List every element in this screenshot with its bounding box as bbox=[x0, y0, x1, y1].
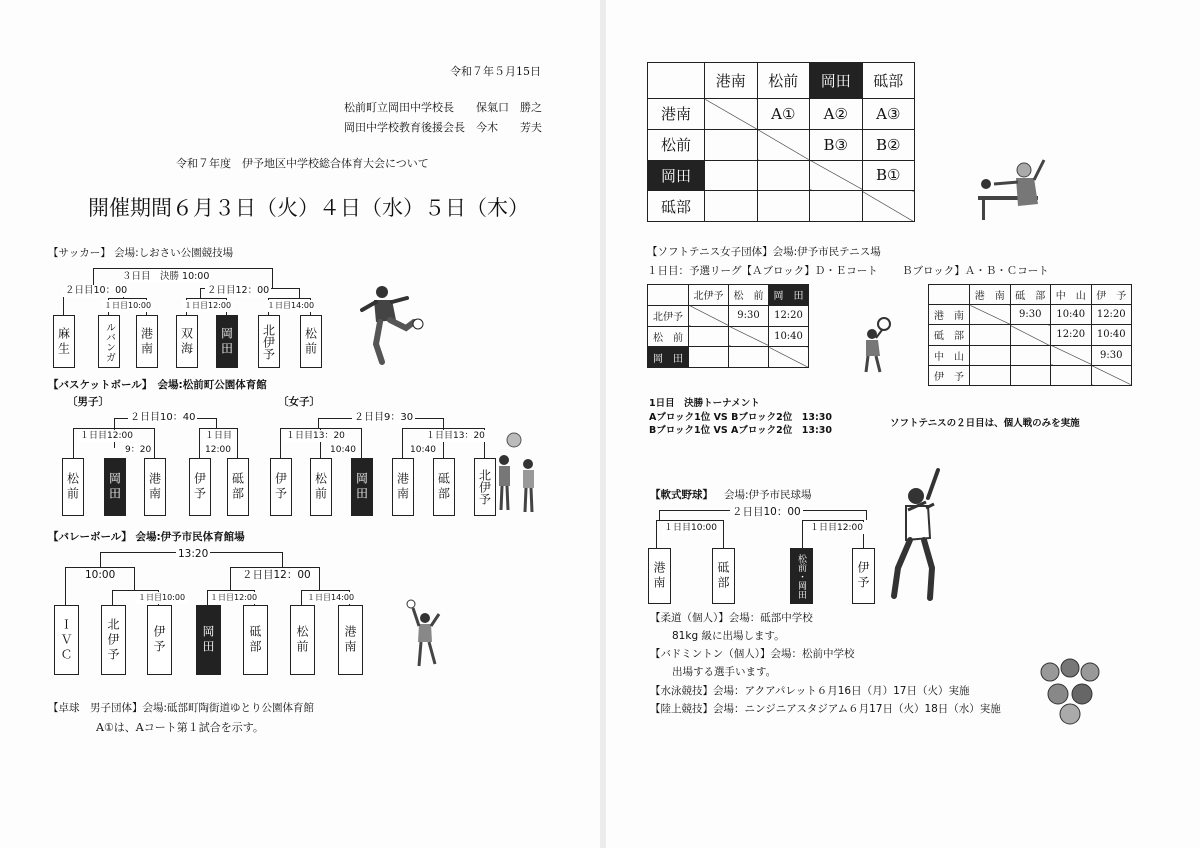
col-header: 伊 予 bbox=[1091, 285, 1132, 305]
basketball-heading: 【バスケットボール】 会場:松前町公園体育館 bbox=[48, 379, 267, 391]
girls-first2-time: １日目13：20 bbox=[426, 431, 485, 441]
cell-diagonal bbox=[689, 305, 729, 326]
basketball-boys-label: 〔男子〕 bbox=[67, 396, 109, 408]
cell-diagonal bbox=[862, 191, 915, 222]
baseball-team: 港南 bbox=[648, 548, 671, 604]
row-header: 砥部 bbox=[648, 191, 705, 222]
sender-association: 岡田中学校教育後援会長 今木 芳夫 bbox=[344, 121, 542, 134]
cell-diagonal bbox=[1051, 345, 1092, 365]
match-cell bbox=[729, 347, 769, 368]
boys-team: 港南 bbox=[144, 458, 166, 516]
baseball-first-a: １日目10:00 bbox=[664, 523, 717, 533]
baseball-venue: 会場:伊予市民球場 bbox=[724, 489, 812, 501]
baseball-heading: 【軟式野球】 bbox=[650, 489, 713, 501]
boys-first2-time: 12:00 bbox=[205, 445, 231, 455]
match-cell: 9:30 bbox=[729, 305, 769, 326]
match-cell bbox=[705, 191, 758, 222]
soccer-team: 松前 bbox=[300, 315, 322, 368]
baseball-team: 伊予 bbox=[852, 548, 875, 604]
cell-diagonal bbox=[1091, 365, 1132, 385]
soccer-team-okada: 岡田 bbox=[216, 315, 238, 368]
volleyball-team: ＩＶＣ bbox=[54, 605, 79, 675]
tournament-match1: Aブロック1位 VS Bブロック2位 13:30 bbox=[649, 412, 832, 423]
match-cell bbox=[810, 191, 863, 222]
match-cell: B③ bbox=[810, 129, 863, 160]
basketball-players-illustration bbox=[494, 430, 542, 516]
volleyball-team: 松前 bbox=[290, 605, 315, 675]
match-cell: 12:20 bbox=[1051, 325, 1092, 345]
match-cell bbox=[1051, 365, 1092, 385]
col-header: 中 山 bbox=[1051, 285, 1092, 305]
girls-team: 伊予 bbox=[270, 458, 292, 516]
corner-cell bbox=[648, 63, 705, 99]
volleyball-final-time: 13:20 bbox=[178, 548, 209, 560]
volleyball-first-c: １日目14:00 bbox=[307, 593, 355, 602]
soccer-team: 北伊予 bbox=[258, 315, 280, 368]
volleyball-right-semi-time: ２日目12：00 bbox=[242, 569, 311, 581]
match-cell bbox=[1010, 345, 1051, 365]
cell-diagonal bbox=[705, 99, 758, 130]
right-page bbox=[606, 0, 1200, 848]
soft-tennis-b-table bbox=[928, 284, 1132, 386]
soft-tennis-a-block: １日目：予選リーグ【Ａブロック】Ｄ・Ｅコート bbox=[647, 265, 878, 277]
row-header: 港 南 bbox=[929, 305, 970, 325]
match-cell bbox=[757, 160, 810, 191]
cell-diagonal bbox=[1010, 325, 1051, 345]
volleyball-first-b: １日目12:00 bbox=[210, 593, 258, 602]
soccer-round2-left: ２日目10：00 bbox=[65, 285, 128, 296]
soccer-final-time: ３日目 決勝 10:00 bbox=[122, 271, 210, 282]
baseball-team-matsumae-okada: 松前・岡田 bbox=[790, 548, 813, 604]
soccer-heading: 【サッカー】 会場:しおさい公園競技場 bbox=[48, 247, 234, 259]
col-header: 砥 部 bbox=[1010, 285, 1051, 305]
match-cell: A② bbox=[810, 99, 863, 130]
col-header: 松前 bbox=[757, 63, 810, 99]
match-cell bbox=[970, 365, 1011, 385]
cell-diagonal bbox=[757, 129, 810, 160]
corner-cell bbox=[929, 285, 970, 305]
judo-heading: 【柔道（個人）】会場：砥部中学校 bbox=[650, 612, 813, 624]
boys-final-time: ２日目10：40 bbox=[130, 412, 196, 423]
girls-first1-time: １日目13：20 bbox=[286, 431, 345, 441]
row-header: 松 前 bbox=[648, 326, 689, 347]
soccer-team: ルバンガ bbox=[98, 315, 120, 368]
match-cell: B① bbox=[862, 160, 915, 191]
judo-note: 81kg 級に出場します。 bbox=[672, 630, 785, 642]
girls-semi2-time: 10:40 bbox=[410, 445, 436, 455]
match-cell: 12:20 bbox=[1091, 305, 1132, 325]
soccer-team: 双海 bbox=[176, 315, 198, 368]
baseball-player-illustration bbox=[888, 468, 954, 604]
soft-tennis-heading: 【ソフトテニス女子団体】会場:伊予市民テニス場 bbox=[647, 246, 881, 258]
row-header: 北伊予 bbox=[648, 305, 689, 326]
col-header: 砥部 bbox=[862, 63, 915, 99]
girls-team-okada: 岡田 bbox=[351, 458, 373, 516]
baseball-first-b: １日目12:00 bbox=[810, 523, 863, 533]
swimming-info: 【水泳競技】会場：アクアパレット６月16日（月）17日（火）実施 bbox=[650, 685, 970, 697]
tournament-title: 1日目 決勝トーナメント bbox=[649, 398, 760, 409]
badminton-heading: 【バドミントン（個人）】会場：松前中学校 bbox=[650, 648, 855, 660]
cell-diagonal bbox=[769, 347, 809, 368]
soccer-round1-mid: １日目12:00 bbox=[184, 301, 232, 310]
boys-team: 砥部 bbox=[227, 458, 249, 516]
row-header: 砥 部 bbox=[929, 325, 970, 345]
row-header: 松前 bbox=[648, 129, 705, 160]
match-cell: 12:20 bbox=[769, 305, 809, 326]
match-cell bbox=[689, 347, 729, 368]
col-header: 港南 bbox=[705, 63, 758, 99]
soft-tennis-b-block: Ｂブロック】Ａ・Ｂ・Ｃコート bbox=[902, 265, 1049, 277]
match-cell bbox=[757, 191, 810, 222]
row-header-okada: 岡 田 bbox=[648, 347, 689, 368]
match-cell: 10:40 bbox=[1091, 325, 1132, 345]
col-header: 松 前 bbox=[729, 285, 769, 306]
col-header-okada: 岡田 bbox=[810, 63, 863, 99]
table-tennis-player-illustration bbox=[978, 154, 1054, 224]
volleyball-first-a: １日目10:00 bbox=[138, 593, 186, 602]
boys-team: 伊予 bbox=[189, 458, 211, 516]
soccer-round1-left: １日目10:00 bbox=[104, 301, 152, 310]
basketball-girls-label: 〔女子〕 bbox=[278, 396, 320, 408]
volleyball-team: 港南 bbox=[338, 605, 363, 675]
row-header: 中 山 bbox=[929, 345, 970, 365]
volleyball-team-okada: 岡田 bbox=[196, 605, 221, 675]
soccer-team: 港南 bbox=[136, 315, 158, 368]
document-subject: 令和７年度 伊予地区中学校総合体育大会について bbox=[176, 157, 429, 170]
boys-first-round-time: １日目12:00 bbox=[80, 431, 133, 441]
tennis-player-illustration bbox=[858, 316, 894, 376]
match-cell: 10:40 bbox=[769, 326, 809, 347]
sender-principal: 松前町立岡田中学校長 保氣口 勝之 bbox=[344, 101, 542, 114]
volleyball-team: 伊予 bbox=[147, 605, 172, 675]
match-cell bbox=[970, 325, 1011, 345]
row-header: 伊 予 bbox=[929, 365, 970, 385]
baseball-final-time: ２日目10：00 bbox=[732, 506, 801, 518]
match-cell bbox=[705, 160, 758, 191]
girls-team: 松前 bbox=[310, 458, 332, 516]
match-cell bbox=[970, 345, 1011, 365]
baseball-team: 砥部 bbox=[712, 548, 735, 604]
issue-date: 令和７年５月15日 bbox=[450, 65, 541, 78]
girls-team: 砥部 bbox=[433, 458, 455, 516]
volleyball-team: 北伊予 bbox=[101, 605, 126, 675]
soft-tennis-a-table bbox=[647, 284, 809, 368]
row-header: 港南 bbox=[648, 99, 705, 130]
row-header-okada: 岡田 bbox=[648, 160, 705, 191]
col-header-okada: 岡 田 bbox=[769, 285, 809, 306]
girls-final-time: ２日目9：30 bbox=[354, 412, 414, 423]
match-cell bbox=[705, 129, 758, 160]
volleyball-team: 砥部 bbox=[243, 605, 268, 675]
girls-team: 港南 bbox=[392, 458, 414, 516]
soccer-player-illustration bbox=[352, 284, 427, 366]
boys-semi-time: 9：20 bbox=[125, 445, 152, 455]
cell-diagonal bbox=[970, 305, 1011, 325]
girls-team: 北伊予 bbox=[474, 458, 496, 516]
match-cell: 9:30 bbox=[1091, 345, 1132, 365]
table-tennis-league-table bbox=[647, 62, 915, 222]
match-cell: A① bbox=[757, 99, 810, 130]
match-cell: 10:40 bbox=[1051, 305, 1092, 325]
volleyball-left-semi-time: 10:00 bbox=[85, 569, 116, 581]
match-cell: A③ bbox=[862, 99, 915, 130]
boys-team-okada: 岡田 bbox=[104, 458, 126, 516]
soccer-round1-right: １日目14:00 bbox=[267, 301, 315, 310]
corner-cell bbox=[648, 285, 689, 306]
badminton-note: 出場する選手います。 bbox=[672, 666, 777, 678]
soccer-team: 麻生 bbox=[53, 315, 75, 368]
volleyball-heading: 【バレーボール】 会場:伊予市民体育館場 bbox=[48, 531, 245, 543]
cell-diagonal bbox=[810, 160, 863, 191]
table-tennis-note: A①は、Aコート第１試合を示す。 bbox=[96, 721, 264, 734]
match-cell: B② bbox=[862, 129, 915, 160]
soft-tennis-day2-note: ソフトテニスの２日目は、個人戦のみを実施 bbox=[890, 418, 1080, 429]
match-cell: 9:30 bbox=[1010, 305, 1051, 325]
cheering-crowd-illustration bbox=[1036, 654, 1110, 726]
col-header: 港 南 bbox=[970, 285, 1011, 305]
athletics-info: 【陸上競技】会場：ニンジニアスタジアム６月17日（火）18日（水）実施 bbox=[650, 703, 1001, 715]
boys-team: 松前 bbox=[62, 458, 84, 516]
soccer-round2-right: ２日目12：00 bbox=[207, 285, 270, 296]
volleyball-player-illustration bbox=[405, 598, 445, 670]
girls-semi1-time: 10:40 bbox=[330, 445, 356, 455]
period-title: 開催期間６月３日（火）４日（水）５日（木） bbox=[88, 196, 529, 220]
table-tennis-heading: 【卓球 男子団体】会場:砥部町陶街道ゆとり公園体育館 bbox=[48, 702, 315, 714]
col-header: 北伊予 bbox=[689, 285, 729, 306]
cell-diagonal bbox=[729, 326, 769, 347]
match-cell bbox=[1010, 365, 1051, 385]
boys-first2-label: １日目 bbox=[205, 431, 233, 441]
tournament-match2: Bブロック1位 VS Aブロック2位 13:30 bbox=[649, 425, 832, 436]
match-cell bbox=[689, 326, 729, 347]
